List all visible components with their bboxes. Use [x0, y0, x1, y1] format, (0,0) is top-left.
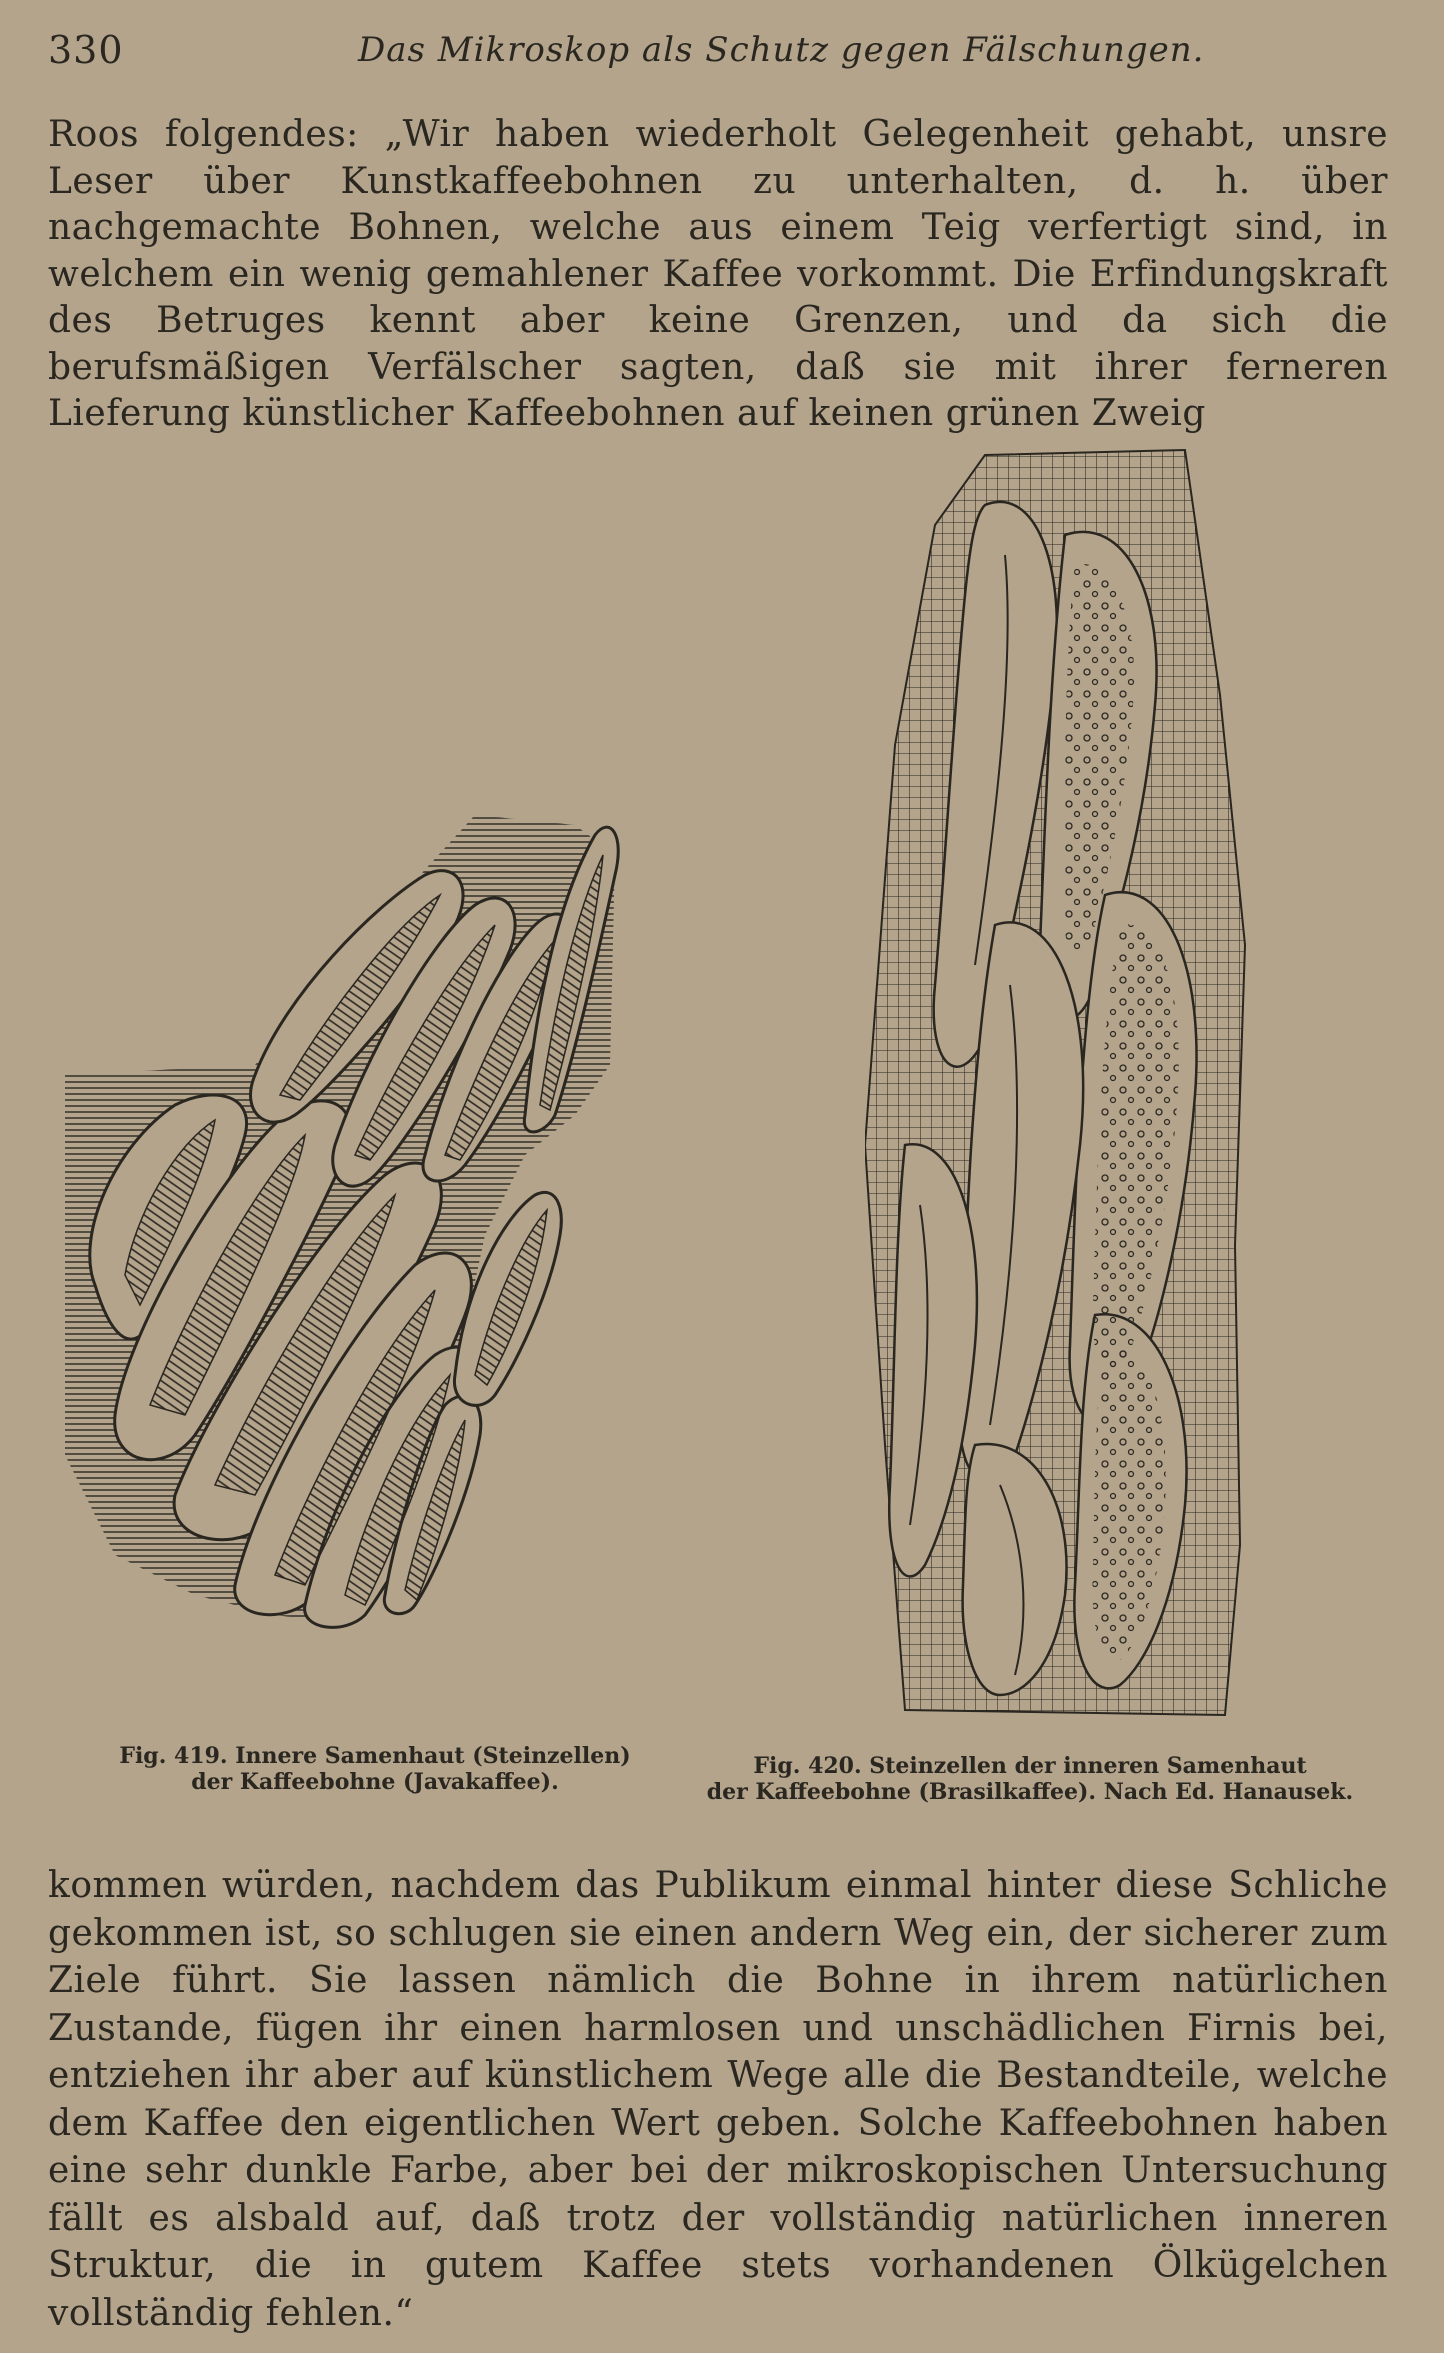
- figure-419-caption-line2: der Kaffeebohne (Javakaffee).: [191, 1769, 559, 1795]
- figure-420-illustration: [865, 445, 1250, 1720]
- page-number: 330: [48, 28, 124, 72]
- paragraph-bottom: kommen würden, nachdem das Publikum einmal hinter diese Schliche gekommen ist, so schlugen sie einen andern Weg ein, der sicherer zum Ziele führt. Sie lassen nämlich die Bohne in ihrem natürlichen Zustande, fügen ihr einen harmlosen und unschädlichen Firnis bei, entziehen ihr aber auf künstlichem Wege alle die Bestandteile, welche dem Kaffee den eigentlichen Wert geben. Solche Kaffeebohnen haben eine sehr dunkle Farbe, aber bei der mikroskopischen Untersuchung fällt es alsbald auf, daß trotz der vollständig natürlichen inneren Struktur, die in gutem Kaffee stets vorhandenen Ölkügelchen vollständig fehlen.“: [48, 1865, 1388, 2334]
- paragraph-top: Roos folgendes: „Wir haben wiederholt Gelegenheit gehabt, unsre Leser über Kunstkaffeebohnen zu unterhalten, d. h. über nachgemachte Bohnen, welche aus einem Teig verfertigt sind, in welchem ein wenig gemahlener Kaffee vorkommt. Die Erfindungskraft des Betruges kennt aber keine Grenzen, und da sich die berufsmäßigen Verfälscher sagten, daß sie mit ihrer ferneren Lieferung künstlicher Kaffeebohnen auf keinen grünen Zweig: [48, 114, 1388, 434]
- figure-419-caption-line1: Fig. 419. Innere Samenhaut (Steinzellen): [119, 1743, 631, 1769]
- figure-420-caption-line2: der Kaffeebohne (Brasilkaffee). Nach Ed. Hanausek.: [706, 1779, 1354, 1805]
- figure-419-illustration: [55, 815, 715, 1645]
- page-header: [48, 22, 1384, 82]
- figure-420-caption: [700, 1753, 1360, 1805]
- running-title: Das Mikroskop als Schutz gegen Fälschungen.: [358, 30, 1205, 70]
- figure-420-caption-line1: Fig. 420. Steinzellen der inneren Samenhaut: [753, 1753, 1307, 1779]
- figure-419-caption: [85, 1743, 665, 1795]
